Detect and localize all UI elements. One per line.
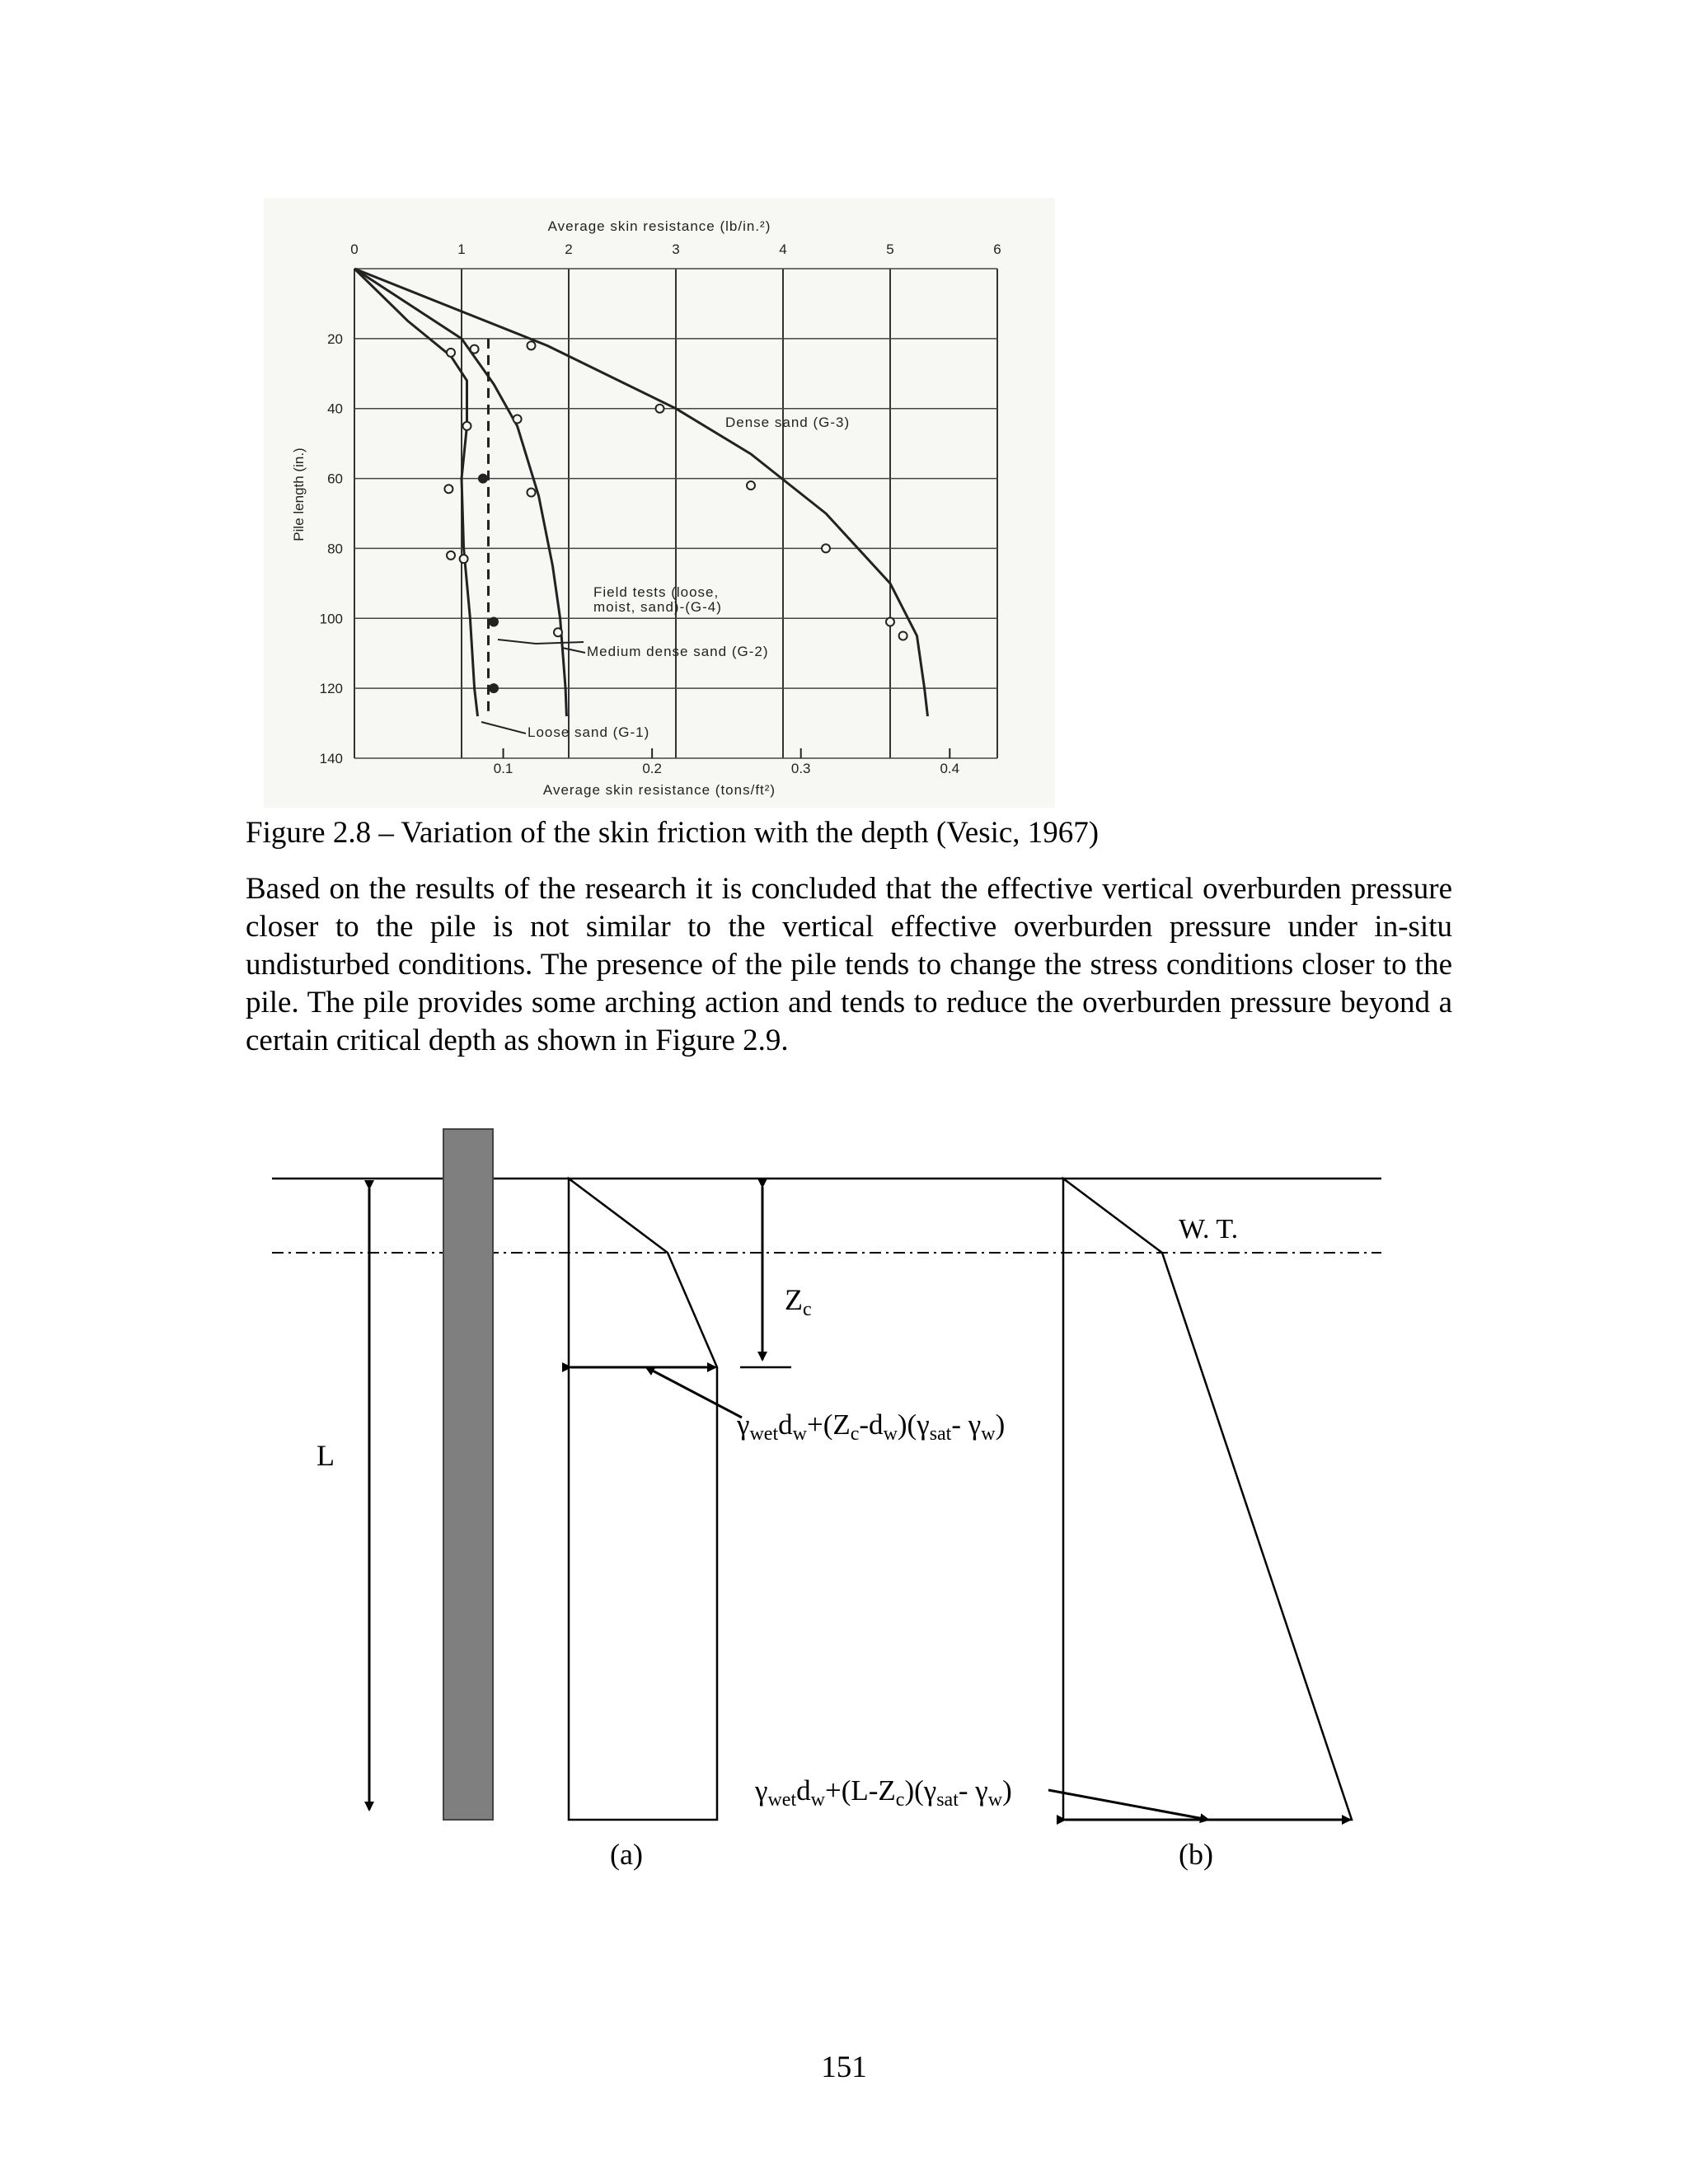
- formula-part: sat: [936, 1789, 959, 1811]
- series-marker-3: [528, 341, 536, 349]
- series-marker-2: [490, 684, 498, 692]
- diagram-a-label: (a): [610, 1838, 643, 1871]
- series-marker-3: [822, 544, 830, 552]
- annotation-dense-sand: Dense sand (G-3): [725, 415, 851, 430]
- annotation-field-tests-line2: moist, sand)-(G-4): [593, 599, 722, 615]
- formula-part: +(Z: [806, 1408, 851, 1441]
- series-marker-0: [447, 349, 455, 357]
- y-tick-label: 40: [327, 401, 343, 417]
- formula-part: - γ: [958, 1774, 988, 1807]
- bottom-tick-label: 0.3: [790, 761, 811, 776]
- y-tick-label: 20: [327, 330, 343, 347]
- formula-a-leader: [646, 1367, 742, 1418]
- series-marker-1: [513, 415, 522, 423]
- figure-caption: Figure 2.8 – Variation of the skin friction with the depth (Vesic, 1967): [246, 816, 1100, 850]
- y-tick-label: 80: [327, 541, 343, 557]
- bottom-axis-label: Average skin resistance (tons/ft²): [542, 782, 776, 798]
- top-tick-label: 0: [350, 241, 359, 257]
- bottom-tick-label: 0.2: [642, 761, 662, 776]
- page-number: 151: [821, 2050, 867, 2084]
- y-tick-label: 120: [319, 681, 343, 697]
- series-marker-2: [490, 618, 498, 626]
- series-marker-0: [444, 485, 452, 493]
- formula-part: wet: [749, 1423, 779, 1445]
- bottom-tick-label: 0.1: [493, 761, 513, 776]
- diagram-b-label: (b): [1179, 1838, 1213, 1871]
- formula-part: )(γ: [904, 1774, 937, 1807]
- chart-background: [264, 198, 1055, 808]
- top-tick-label: 5: [886, 241, 894, 257]
- body-paragraph: Based on the results of the research it is concluded that the effective vertical overburden pressure closer to the pile is not similar to the vertical effective overburden pressure under in-situ undisturbed conditions. The presence of the pile tends to change the stress conditions closer to the pile. The pile provides some arching action and tends to reduce the overburden pressure beyond a certain critical depth as shown in Figure 2.9.: [246, 872, 1452, 1057]
- pressure-formula-a: [736, 1408, 1005, 1445]
- y-tick-label: 100: [319, 611, 343, 627]
- series-marker-1: [554, 628, 562, 636]
- formula-part: +(L-Z: [824, 1774, 896, 1807]
- top-tick-label: 1: [457, 241, 466, 257]
- formula-part: c: [895, 1789, 905, 1811]
- formula-part: w: [987, 1789, 1003, 1811]
- series-marker-1: [528, 489, 536, 497]
- y-tick-label: 140: [319, 751, 343, 766]
- top-axis-label: Average skin resistance (lb/in.²): [547, 218, 771, 234]
- series-marker-0: [447, 551, 455, 560]
- series-marker-0: [463, 422, 471, 430]
- pile-length-label: L: [316, 1439, 335, 1472]
- water-table-label: W. T.: [1179, 1214, 1239, 1244]
- y-axis-label: Pile length (in.): [291, 448, 307, 541]
- bottom-tick-label: 0.4: [940, 761, 960, 776]
- formula-part: c: [850, 1423, 860, 1445]
- skin-friction-chart: [264, 198, 1055, 808]
- formula-part: d: [778, 1408, 793, 1441]
- annotation-medium-dense-sand: Medium dense sand (G-2): [587, 644, 769, 659]
- formula-part: γ: [737, 1408, 750, 1441]
- top-tick-label: 4: [779, 241, 787, 257]
- formula-part: sat: [929, 1423, 952, 1445]
- formula-part: ): [995, 1408, 1006, 1441]
- critical-depth-label: Zc: [785, 1283, 812, 1320]
- series-marker-1: [471, 345, 479, 354]
- series-marker-2: [479, 475, 487, 483]
- annotation-loose-sand: Loose sand (G-1): [528, 724, 650, 740]
- formula-part: ): [1002, 1774, 1012, 1807]
- series-marker-3: [899, 632, 907, 640]
- series-marker-3: [656, 405, 664, 413]
- formula-part: γ: [755, 1774, 768, 1807]
- top-tick-label: 3: [672, 241, 680, 257]
- y-tick-label: 60: [327, 471, 343, 487]
- pressure-formula-b: [754, 1774, 1012, 1811]
- top-tick-label: 2: [565, 241, 573, 257]
- formula-b-leader: [1048, 1790, 1208, 1820]
- formula-part: )(γ: [897, 1408, 930, 1441]
- top-tick-label: 6: [993, 241, 1001, 257]
- formula-part: -d: [859, 1408, 884, 1441]
- pile: [443, 1129, 493, 1820]
- formula-part: w: [792, 1423, 807, 1445]
- overburden-pressure-diagram: [264, 1113, 1401, 1887]
- formula-part: wet: [767, 1789, 797, 1811]
- formula-part: w: [810, 1789, 825, 1811]
- series-marker-2: [460, 555, 468, 563]
- formula-part: w: [883, 1423, 898, 1445]
- pressure-diagram-b: [1063, 1179, 1352, 1820]
- formula-part: - γ: [951, 1408, 982, 1441]
- pressure-diagram-a: [569, 1179, 717, 1820]
- formula-part: d: [796, 1774, 811, 1807]
- formula-part: w: [981, 1423, 996, 1445]
- annotation-field-tests-line1: Field tests (loose,: [593, 584, 720, 600]
- series-marker-3: [747, 481, 755, 490]
- series-marker-3: [886, 618, 894, 626]
